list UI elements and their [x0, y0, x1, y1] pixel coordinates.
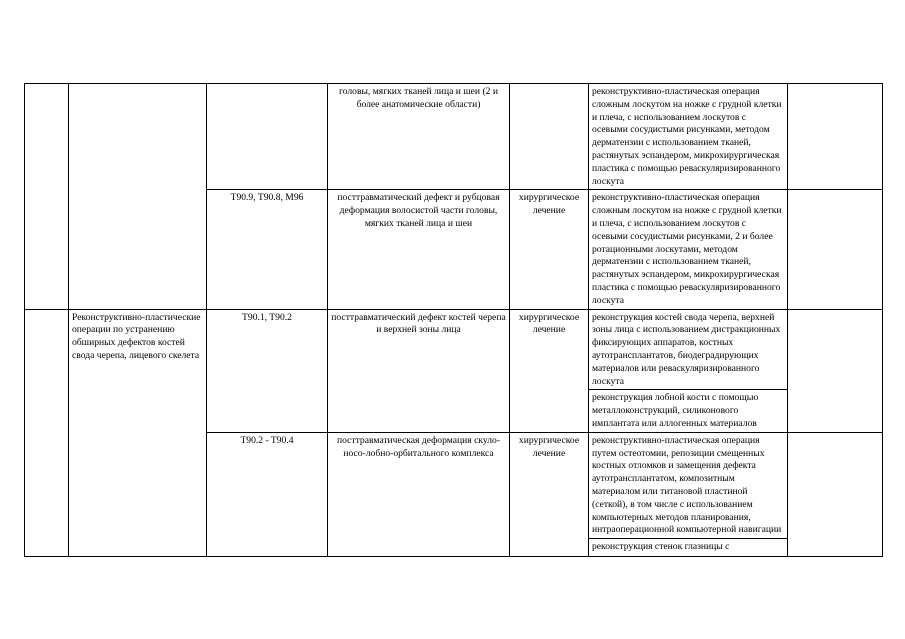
treatment-cell: хирургическое лечение — [510, 190, 589, 309]
codes-cell: T90.9, T90.8, M96 — [207, 190, 328, 309]
method-cell: реконструктивно-пластическая операция сложным лоскутом на ножке с грудной клетки и плеча, с использованием лоскутов с осевыми сосудистыми рисунками, методом дерматензии с использованием тканей, растянутых эспандером, микрохирургическая пластика с помощью реваскуляризированного лоскута — [589, 84, 788, 190]
method-cell-partial — [589, 539, 788, 557]
treatment-cell: хирургическое лечение — [510, 309, 589, 432]
extra-cell — [788, 84, 883, 190]
codes-cell: T90.2 - T90.4 — [207, 432, 328, 556]
method-cell: реконструктивно-пластическая операция путем остеотомии, репозиции смещенных костных отломков и замещения дефекта аутотрансплантатом, композитным материалом или титановой пластиной (сеткой), в том числе с использованием компьютерных методов планирования, интраоперационной компьютерной навигации — [589, 432, 788, 538]
defect-cell: головы, мягких тканей лица и шеи (2 и более анатомические области) — [328, 84, 510, 190]
extra-cell — [788, 432, 883, 556]
codes-cell — [207, 84, 328, 190]
number-cell — [25, 84, 69, 310]
treatment-cell: хирургическое лечение — [510, 432, 589, 556]
method-cell-text: реконструкция стенок глазницы с — [592, 541, 730, 553]
medical-procedures-table — [24, 83, 883, 557]
group-cell: Реконструктивно-пластические операции по устранению обширных дефектов костей свода черепа, лицевого скелета — [69, 309, 207, 557]
table-row — [25, 84, 883, 190]
defect-cell: посттравматический дефект и рубцовая деформация волосистой части головы, мягких тканей лица и шеи — [328, 190, 510, 309]
extra-cell — [788, 309, 883, 432]
codes-cell: T90.1, T90.2 — [207, 309, 328, 432]
group-cell — [69, 84, 207, 310]
number-cell — [25, 309, 69, 557]
method-cell: реконструктивно-пластическая операция сложным лоскутом на ножке с грудной клетки и плеча, с использованием лоскутов с осевыми сосудистыми рисунками, 2 и более ротационными лоскутами, методом дерматензии с использованием тканей, растянутых эспандером, микрохирургическая пластика с помощью реваскуляризированного лоскута — [589, 190, 788, 309]
extra-cell — [788, 190, 883, 309]
table-row — [25, 309, 883, 390]
defect-cell: посттравматический дефект костей черепа и верхней зоны лица — [328, 309, 510, 432]
treatment-cell — [510, 84, 589, 190]
method-cell: реконструкция лобной кости с помощью металлоконструкций, силиконового имплантата или аллогенных материалов — [589, 390, 788, 432]
defect-cell: посттравматическая деформация скуло-носо-лобно-орбитального комплекса — [328, 432, 510, 556]
method-cell: реконструкция костей свода черепа, верхней зоны лица с использованием дистракционных фиксирующих аппаратов, костных аутотрансплантатов, биодеградирующих материалов или реваскуляризированного лоскута — [589, 309, 788, 390]
